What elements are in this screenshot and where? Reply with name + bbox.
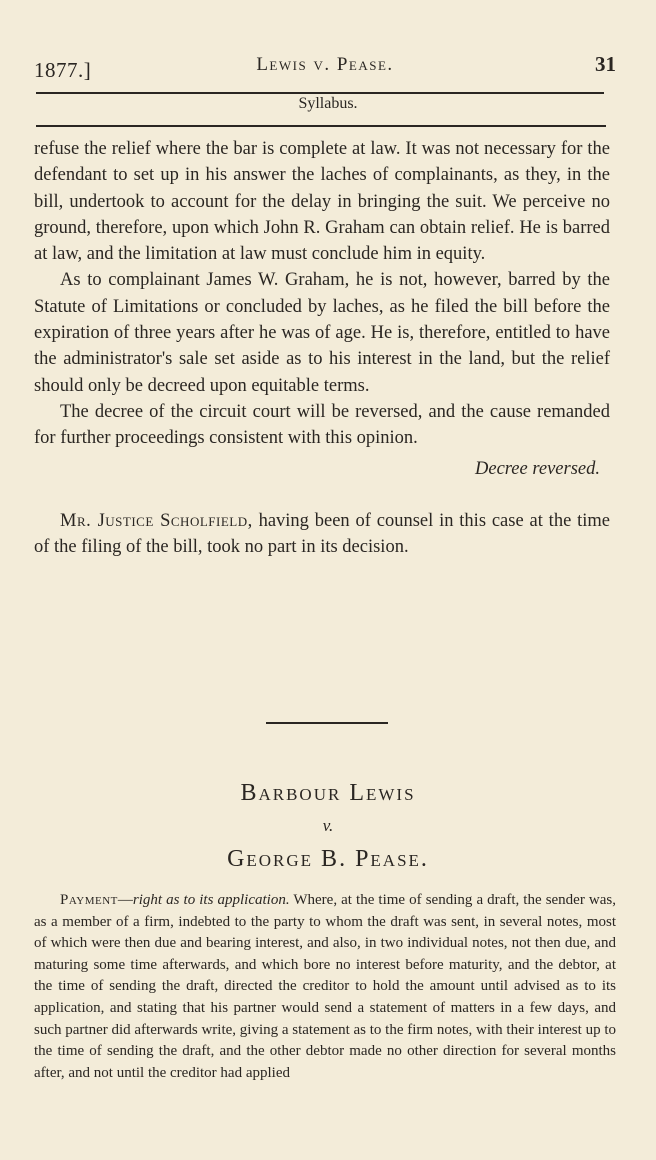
header-year: 1877.]	[34, 58, 92, 82]
verdict: Decree reversed.	[475, 458, 600, 479]
section-label: Syllabus.	[298, 95, 358, 112]
justice-note	[34, 508, 610, 561]
running-head	[34, 50, 616, 80]
headnote-topic: Payment	[60, 892, 118, 908]
paragraph: The decree of the circuit court will be reversed, and the cause remanded for further proceedings consistent with this opinion.	[34, 401, 610, 449]
top-rule	[36, 92, 604, 94]
page-number: 31	[595, 52, 616, 76]
section-rule	[36, 125, 606, 127]
headnote-subtopic: right as to its application.	[132, 892, 290, 908]
headnote	[34, 890, 616, 1084]
justice-name: Mr. Justice Scholfield,	[60, 510, 253, 531]
header-case-title: Lewis v. Pease.	[256, 54, 394, 75]
opinion-text	[34, 136, 610, 560]
paragraph: refuse the relief where the bar is complete at law. It was not necessary for the defendant to set up in his answer the laches of complainants, as they, in the bill, undertook to account for the delay in bringing the suit. We perceive no ground, therefore, upon which John R. Graham can obtain relief. He is barred at law, and the limitation at law must conclude him in equity.	[34, 139, 610, 265]
case-separator	[266, 722, 388, 724]
paragraph: As to complainant James W. Graham, he is not, however, barred by the Statute of Limitations or concluded by laches, as he filed the bill before the expiration of three years after he was of age. He is, therefore, entitled to have the administrator's sale set aside as to his interest in the land, but the relief should only be decreed upon equitable terms.	[34, 270, 610, 396]
justice-note-text: having been of counsel in this case at the time of the filing of the bill, took no part in its decision.	[34, 510, 610, 558]
case-plaintiff: Barbour Lewis	[240, 780, 416, 806]
case-defendant: George B. Pease.	[227, 846, 429, 872]
headnote-dash: —	[117, 892, 133, 908]
headnote-text: Where, at the time of sending a draft, the sender was, as a member of a firm, indebted to the party to whom the draft was sent, in several notes, most of which were then due and bearing interest, and also, in two individual notes, not then due, and maturing some time afterwards, and which bore no interest before maturity, and the debtor, at the time of sending the draft, directed the creditor to hold the amount until advised as to its application, and stating that his partner would send a statement of matters in a few days, and such partner did afterwards write, giving a statement as to the firm notes, with their interest up to the time of sending the draft, and the other debtor made no other direction for several months after, and not until the creditor had applied	[34, 892, 616, 1081]
case-versus: v.	[322, 816, 334, 835]
